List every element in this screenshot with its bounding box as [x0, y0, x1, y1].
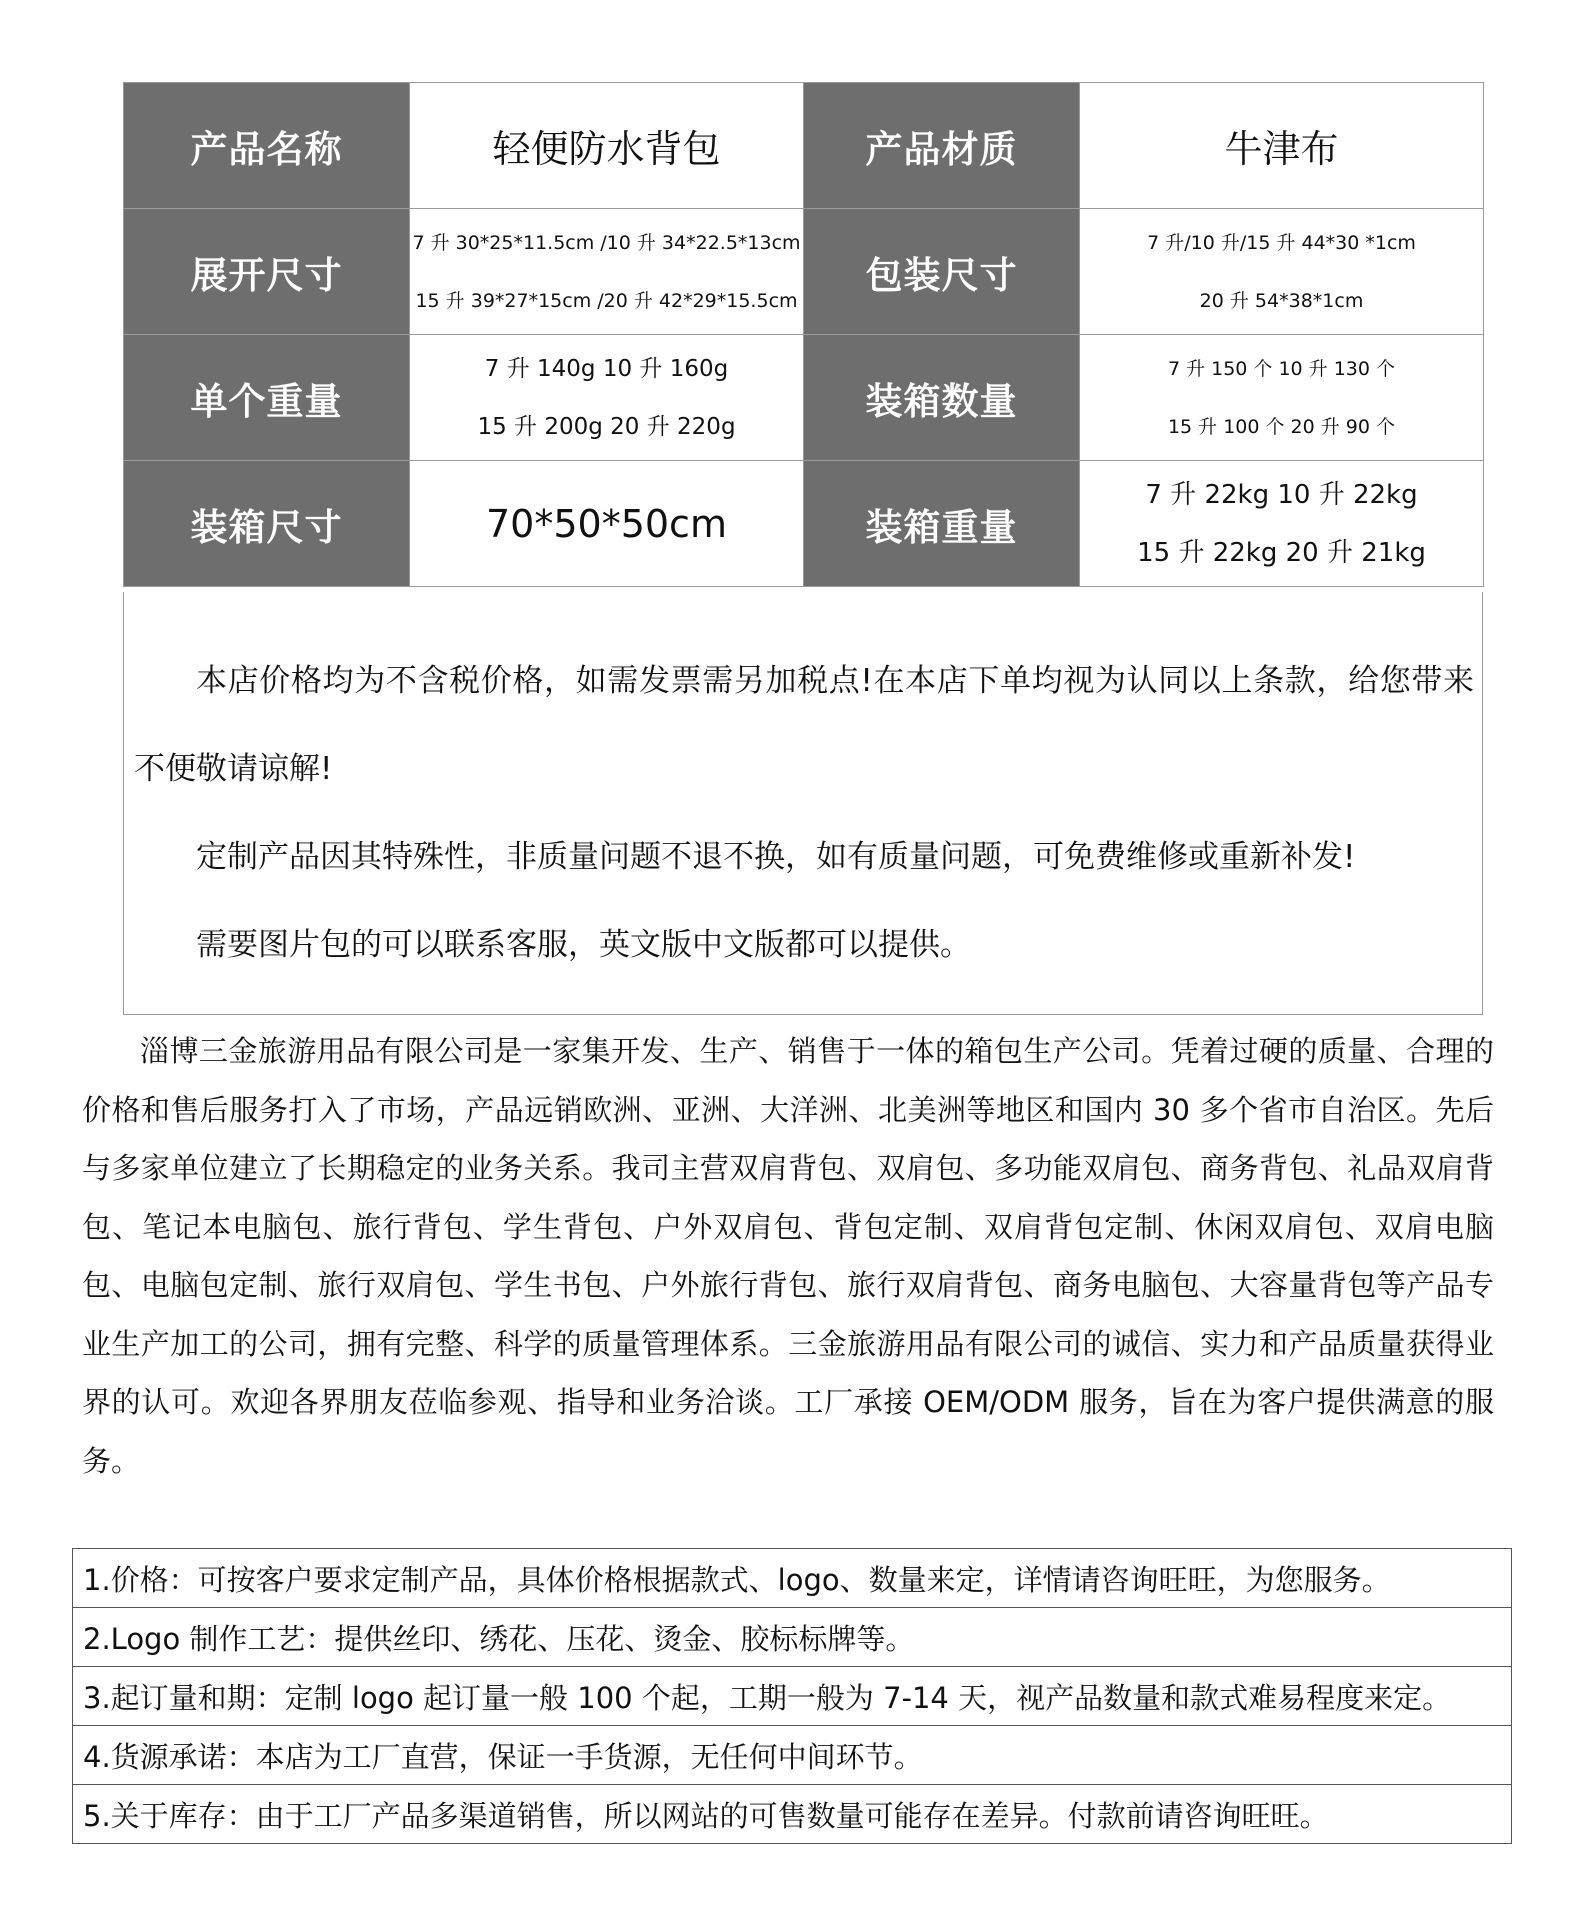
spec-value-line: 15 升 39*27*15cm /20 升 42*29*15.5cm [415, 289, 798, 312]
terms-row [73, 1667, 1512, 1726]
spec-label-product-name: 产品名称 [124, 83, 410, 209]
spec-row-name [124, 83, 1484, 209]
spec-value-unit-weight [410, 335, 804, 461]
company-intro: 淄博三金旅游用品有限公司是一家集开发、生产、销售于一体的箱包生产公司。凭着过硬的质量、合理的价格和售后服务打入了市场，产品远销欧洲、亚洲、大洋洲、北美洲等地区和国内 30 多个省市自治区。先后与多家单位建立了长期稳定的业务关系。我司主营双肩背包、双肩包、多功能双肩包、商务背包、礼品双肩背包、笔记本电脑包、旅行背包、学生背包、户外双肩包、背包定制、双肩背包定制、休闲双肩包、双肩电脑包、电脑包定制、旅行双肩包、学生书包、户外旅行背包、旅行双肩背包、商务电脑包、大容量背包等产品专业生产加工的公司，拥有完整、科学的质量管理体系。三金旅游用品有限公司的诚信、实力和产品质量获得业界的认可。欢迎各界朋友莅临参观、指导和业务洽谈。工厂承接 OEM/ODM 服务，旨在为客户提供满意的服务。 [82, 1034, 1494, 1478]
spec-value-line: 20 升 54*38*1cm [1199, 289, 1364, 312]
spec-value-line: 7 升 150 个 10 升 130 个 [1167, 357, 1396, 380]
terms-row [73, 1549, 1512, 1608]
spec-value-line: 15 升 200g 20 升 220g [477, 413, 736, 440]
spec-label-unit-weight: 单个重量 [124, 335, 410, 461]
spec-label-package-size: 包装尺寸 [804, 209, 1080, 335]
spec-label-carton-weight: 装箱重量 [804, 461, 1080, 587]
notice-image-pack: 需要图片包的可以联系客服，英文版中文版都可以提供。 [196, 927, 971, 963]
spec-row-weight [124, 335, 1484, 461]
spec-value-material: 牛津布 [1080, 83, 1484, 209]
spec-label-material: 产品材质 [804, 83, 1080, 209]
spec-value-carton-quantity [1080, 335, 1484, 461]
term-supply: 4.货源承诺：本店为工厂直营，保证一手货源，无任何中间环节。 [73, 1726, 1512, 1785]
terms-row [73, 1726, 1512, 1785]
term-logo-craft: 2.Logo 制作工艺：提供丝印、绣花、压花、烫金、胶标标牌等。 [73, 1608, 1512, 1667]
spec-row-carton [124, 461, 1484, 587]
term-price: 1.价格：可按客户要求定制产品，具体价格根据款式、logo、数量来定，详情请咨询旺旺，为您服务。 [73, 1549, 1512, 1608]
spec-label-carton-quantity: 装箱数量 [804, 335, 1080, 461]
spec-value-line: 7 升 22kg 10 升 22kg [1145, 479, 1418, 510]
notice-tax: 本店价格均为不含税价格，如需发票需另加税点!在本店下单均视为认同以上条款，给您带来不便敬请谅解! [134, 663, 1474, 787]
terms-table [72, 1548, 1512, 1844]
spec-value-package-size [1080, 209, 1484, 335]
terms-row [73, 1608, 1512, 1667]
notice-custom-returns: 定制产品因其特殊性，非质量问题不退不换，如有质量问题，可免费维修或重新补发! [196, 839, 1356, 875]
product-spec-table [123, 82, 1484, 587]
spec-label-carton-size: 装箱尺寸 [124, 461, 410, 587]
spec-label-unfolded-size: 展开尺寸 [124, 209, 410, 335]
term-moq-leadtime: 3.起订量和期：定制 logo 起订量一般 100 个起，工期一般为 7-14 天，视产品数量和款式难易程度来定。 [73, 1667, 1512, 1726]
spec-value-product-name: 轻便防水背包 [410, 83, 804, 209]
term-stock: 5.关于库存：由于工厂产品多渠道销售，所以网站的可售数量可能存在差异。付款前请咨询旺旺。 [73, 1785, 1512, 1844]
spec-value-carton-size: 70*50*50cm [410, 461, 804, 587]
store-notice [123, 592, 1483, 1015]
terms-row [73, 1785, 1512, 1844]
spec-row-size [124, 209, 1484, 335]
spec-value-line: 7 升/10 升/15 升 44*30 *1cm [1147, 231, 1416, 254]
spec-value-line: 15 升 22kg 20 升 21kg [1137, 537, 1426, 568]
spec-value-line: 15 升 100 个 20 升 90 个 [1167, 415, 1396, 438]
spec-value-line: 7 升 30*25*11.5cm /10 升 34*22.5*13cm [412, 231, 801, 254]
spec-value-line: 7 升 140g 10 升 160g [484, 355, 729, 382]
spec-value-unfolded-size [410, 209, 804, 335]
spec-value-carton-weight [1080, 461, 1484, 587]
